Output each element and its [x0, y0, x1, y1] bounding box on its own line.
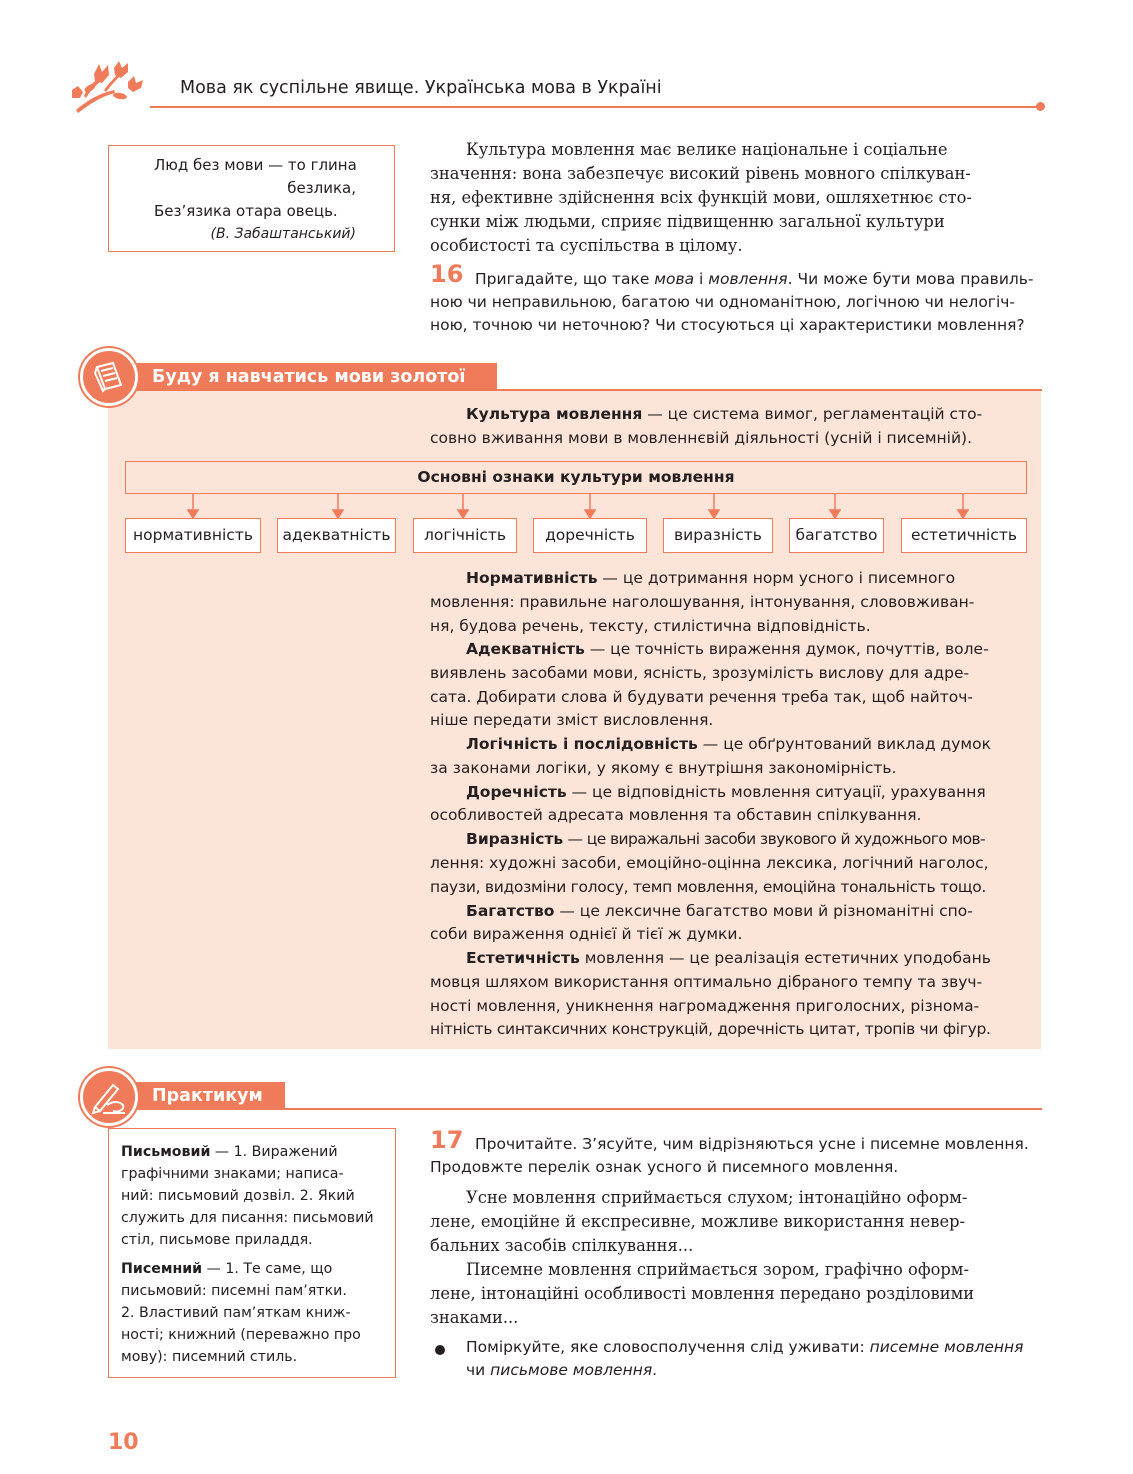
paragraph-line: лене, інтонаційні особливості мовлення передано розділовими	[430, 1284, 975, 1303]
paragraph-line: особистості та суспільства в цілому.	[430, 236, 743, 255]
feature-line: Естетичність мовлення — це реалізація естетичних уподобань	[466, 949, 991, 967]
dictionary-line: мову): писемний стиль.	[121, 1349, 298, 1365]
dictionary-box	[108, 1128, 396, 1378]
dictionary-line: письмовий: писемні пам’ятки.	[121, 1283, 347, 1299]
section-title: Буду я навчатись мови золотої	[110, 363, 497, 391]
dictionary-line: ності; книжний (переважно про	[121, 1327, 361, 1343]
definition-line: Культура мовлення — це система вимог, регламентацій сто-	[466, 405, 983, 423]
feature-line: ності мовлення, уникнення нагромадження приголосних, різнома-	[430, 997, 980, 1015]
book-icon	[83, 351, 135, 403]
dictionary-line: служить для писання: письмовий	[121, 1210, 374, 1226]
task-line: Пригадайте, що таке мова і мовлення. Чи може бути мова правиль-	[475, 270, 1034, 288]
paragraph-line: лене, емоційне й експресивне, можливе використання невер-	[430, 1212, 966, 1231]
dictionary-line: Писемний — 1. Те саме, що	[121, 1261, 333, 1277]
section-title: Практикум	[110, 1082, 285, 1110]
paragraph-line: Усне мовлення сприймається слухом; інтонаційно оформ-	[466, 1188, 968, 1207]
task-number: 16	[430, 260, 464, 288]
quote-line: безлика,	[287, 179, 356, 197]
paragraph-line: Писемне мовлення сприймається зором, графічно оформ-	[466, 1260, 969, 1279]
feature-line: особливостей адресата мовлення та обставин спілкування.	[430, 806, 922, 824]
page-number: 10	[108, 1430, 139, 1455]
writing-hand-icon	[83, 1071, 135, 1123]
feature-line: ня, будова речень, тексту, стилістична відповідність.	[430, 617, 871, 635]
diagram-item: адекватність	[277, 518, 396, 553]
task-line: Прочитайте. З’ясуйте, чим відрізняються усне і писемне мовлення.	[475, 1135, 1029, 1153]
dictionary-line: ний: письмовий дозвіл. 2. Який	[121, 1188, 355, 1204]
header-dot	[1036, 102, 1045, 111]
quote-box	[108, 145, 395, 252]
feature-line: сата. Добирати слова й будувати речення треба так, щоб найточ-	[430, 688, 974, 706]
diagram-item: естетичність	[901, 518, 1027, 553]
bullet-line: чи письмове мовлення.	[466, 1361, 658, 1379]
dictionary-line: графічними знаками; написа-	[121, 1166, 344, 1182]
quote-author: (В. Забаштанський)	[210, 226, 356, 242]
section-icon	[80, 1068, 138, 1126]
feature-line: за законами логіки, у якому є внутрішня закономірність.	[430, 759, 897, 777]
paragraph-line: знаками...	[430, 1308, 519, 1327]
quote-line: Люд без мови — то глина	[154, 156, 357, 174]
paragraph-line: значення: вона забезпечує високий рівень мовного спілкуван-	[430, 164, 971, 183]
feature-line: мовця шляхом використання оптимально дібраного темпу та звуч-	[430, 973, 983, 991]
flower-ornament-icon	[68, 60, 148, 116]
feature-line: Доречність — це відповідність мовлення ситуації, урахування	[466, 783, 986, 801]
diagram-item: нормативність	[125, 518, 261, 553]
feature-line: мовлення: правильне наголошування, інтонування, слововживан-	[430, 593, 975, 611]
task-line: ною, точною чи неточною? Чи стосуються ці характеристики мовлення?	[430, 316, 1025, 334]
paragraph-line: сунки між людьми, сприяє підвищенню загальної культури	[430, 212, 945, 231]
feature-line: Багатство — це лексичне багатство мови й різноманітні спо-	[466, 902, 973, 920]
dictionary-line: стіл, письмове приладдя.	[121, 1232, 313, 1248]
section-icon	[80, 348, 138, 406]
feature-line: виявлень засобами мови, ясність, зрозумілість вислову для адре-	[430, 664, 970, 682]
bullet-icon	[435, 1345, 445, 1355]
bullet-line: Поміркуйте, яке словосполучення слід уживати: писемне мовлення	[466, 1338, 1024, 1356]
feature-line: Логічність і послідовність — це обґрунтований виклад думок	[466, 735, 991, 753]
definition-line: совно вживання мови в мовленнєвій діяльності (усній і писемній).	[430, 429, 973, 447]
diagram-item: виразність	[663, 518, 773, 553]
diagram-item: логічність	[413, 518, 517, 553]
feature-line: ніше передати зміст висловлення.	[430, 711, 714, 729]
feature-line: нітність синтаксичних конструкцій, доречність цитат, тропів чи фігур.	[430, 1020, 991, 1038]
feature-line: соби вираження однієї й тієї ж думки.	[430, 925, 743, 943]
task-line: Продовжте перелік ознак усного й писемного мовлення.	[430, 1158, 899, 1176]
feature-line: Виразність — це виражальні засоби звукового й художнього мов-	[466, 830, 986, 848]
task-number: 17	[430, 1126, 464, 1154]
task-line: ною чи неправильною, багатою чи одноманітною, логічною чи нелогіч-	[430, 293, 1016, 311]
feature-line: Нормативність — це дотримання норм усного і писемного	[466, 569, 956, 587]
dictionary-line: 2. Властивий пам’яткам книж-	[121, 1305, 351, 1321]
feature-line: паузи, видозміни голосу, темп мовлення, емоційна тональність тощо.	[430, 878, 987, 896]
feature-line: Адекватність — це точність вираження думок, почуттів, воле-	[466, 640, 989, 658]
header-divider	[150, 106, 1040, 108]
quote-line: Без’язика отара овець.	[154, 202, 338, 220]
feature-line: лення: художні засоби, емоційно-оцінна лексика, логічний наголос,	[430, 854, 989, 872]
header-title: Мова як суспільне явище. Українська мова в Україні	[180, 78, 662, 98]
paragraph-line: ня, ефективне здійснення всіх функцій мови, ошляхетнює сто-	[430, 188, 972, 207]
paragraph-line: бальних засобів спілкування...	[430, 1236, 694, 1255]
diagram-item: доречність	[533, 518, 647, 553]
diagram-title: Основні ознаки культури мовлення	[125, 461, 1027, 494]
diagram-item: багатство	[789, 518, 884, 553]
paragraph-line: Культура мовлення має велике національне і соціальне	[466, 140, 948, 159]
dictionary-line: Письмовий — 1. Виражений	[121, 1144, 338, 1160]
